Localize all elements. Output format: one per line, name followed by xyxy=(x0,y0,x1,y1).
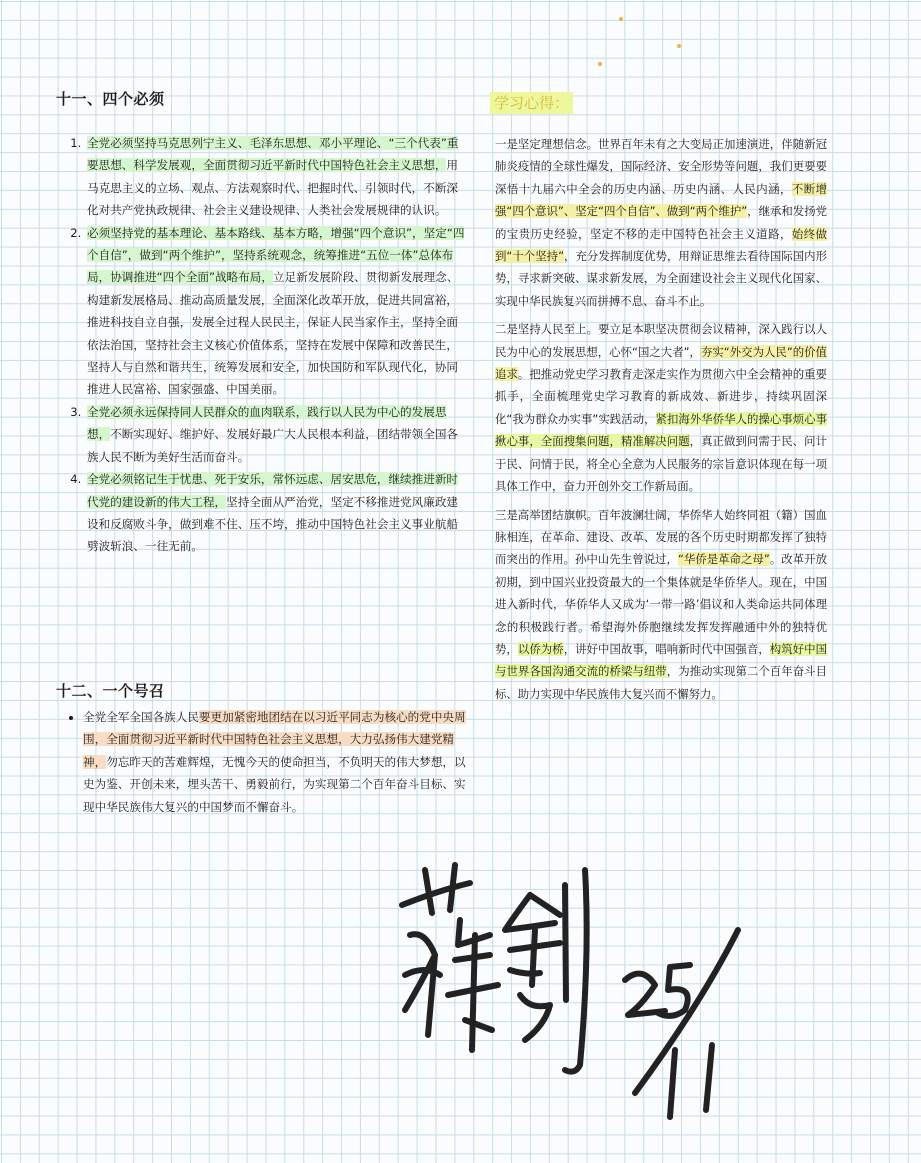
body-text: ，真正做到问需于民、问计于民、问情于民，将全心全意为人民服务的宗旨意识体现在每一项具体工作中，奋力开创外交工作新局面。 xyxy=(495,434,827,494)
body-text: 一是坚定理想信念。世界百年未有之大变局正加速演进，伴随新冠肺炎疫情的全球性爆发，国际经济、安全形势等问题，我们更要要深悟十九届六中全会的历史内涵、历史内涵、人民内涵， xyxy=(495,137,827,196)
body-text: 。改革开放初期，到中国兴业投资最大的一个集体就是华侨华人。现在，中国进入新时代，华侨华人又成为‘一带一路’倡议和人类命运共同体理念的积极践行者。希望海外侨胞继续发挥发挥融通中外的独特优势， xyxy=(495,552,827,656)
body-text: 二是坚持人民至上。要立足本职坚决贯彻会议精神，深入践行以人民为中心的发展思想，心怀“国之大者”， xyxy=(495,322,827,359)
highlighted-text: 构筑好中国与世界各国沟通交流的桥梁与纽带 xyxy=(495,641,827,679)
body-text: ，为推动实现第二个百年奋斗目标、助力实现中华民族伟大复兴而不懈努力。 xyxy=(495,664,827,701)
highlighted-text: 始终做到“十个坚持” xyxy=(495,226,827,264)
body-text: 三是高举团结旗帜。百年波澜壮阔，华侨华人始终同祖（籍）国血脉相连，在革命、建设、改革、发展的各个历史时期都发挥了独特而突出的作用。孙中山先生曾说过， xyxy=(495,507,827,567)
highlighted-text: 要更加紧密地团结在以习近平同志为核心的党中央周围，全面贯彻习近平新时代中国特色社会主义思想，大力弘扬伟大建党精神， xyxy=(83,710,466,769)
must-item xyxy=(85,468,468,558)
body-text: 立足新发展阶段、贯彻新发展理念、构建新发展格局、推动高质量发展，全面深化改革开放，促进共同富裕，推进科技自立自强，发展全过程人民民主，保证人民当家作主，坚持全面依法治国，坚持社会主义核心价值体系，坚持在发展中保障和改善民生，坚持人与自然和谐共生，统筹发展和安全，加快国防和军队现代化，协同推进人民富裕、国家强盛、中国美丽。 xyxy=(87,270,459,397)
decorative-dot xyxy=(619,17,623,21)
highlighted-text: 夯实“外交为人民”的价值追求 xyxy=(495,344,827,382)
note-paragraph xyxy=(495,504,827,706)
body-text: ，充分发挥制度优势，用辩证思维去看待国际国内形势，寻求新突破、谋求新发展，为全面建设社会主义现代化国家、实现中华民族复兴而拼搏不息、奋斗不止。 xyxy=(495,249,827,308)
must-item xyxy=(85,132,468,222)
highlighted-text: 全党必须铭记生于忧患、死于安乐，常怀远虑、居安思危，继续推进新时代党的建设新的伟大工程， xyxy=(87,472,459,509)
study-notes-body xyxy=(495,133,827,711)
section-11-title: 十一、四个必须 xyxy=(56,90,165,108)
study-notes-title: 学习心得： xyxy=(490,92,573,114)
handwritten-signature xyxy=(380,835,800,1135)
body-text: 用马克思主义的立场、观点、方法观察时代、把握时代、引领时代，不断深化对共产党执政规律、社会主义建设规律、人类社会发展规律的认识。 xyxy=(87,158,459,218)
body-text: 全党全军全国各族人民 xyxy=(83,710,199,724)
body-text: 坚持全面从严治党，坚定不移推进党风廉政建设和反腐败斗争，做到难不住、压不垮，推动中国特色社会主义事业航船劈波斩浪、一往无前。 xyxy=(87,494,459,554)
body-text: ，讲好中国故事，唱响新时代中国强音， xyxy=(563,641,770,656)
body-text: 勿忘昨天的苦难辉煌，无愧今天的使命担当，不负明天的伟大梦想，以史为鉴、开创未来，埋头苦干、勇毅前行，为实现第二个百年奋斗目标、实现中华民族伟大复兴的中国梦而不懈奋斗。 xyxy=(83,754,466,814)
note-paragraph xyxy=(495,133,827,312)
must-item xyxy=(85,401,468,468)
highlighted-text: “华侨是革命之母” xyxy=(677,552,770,567)
call-item xyxy=(83,706,468,818)
highlighted-text: 必须坚持党的基本理论、基本路线、基本方略，增强“四个意识”，坚定“四个自信”，做到“两个维护”，坚持系统观念，统筹推进“五位一体”总体布局，协调推进“四个全面”战略布局， xyxy=(87,225,465,285)
highlighted-text: 以侨为桥 xyxy=(517,641,564,656)
body-text: 不断实现好、维护好、发展好最广大人民根本利益，团结带领全国各族人民不断为美好生活而奋斗。 xyxy=(87,427,459,464)
must-item xyxy=(85,222,468,401)
one-call-list xyxy=(60,706,468,818)
highlighted-text: 全党必须永远保持同人民群众的血肉联系，践行以人民为中心的发展思想， xyxy=(87,404,447,442)
highlighted-text: 紧扣海外华侨华人的操心事烦心事揪心事，全面搜集问题，精准解决问题 xyxy=(495,411,827,449)
highlighted-text: 不断增强“四个意识”、坚定“四个自信”、做到“两个维护” xyxy=(495,181,827,219)
decorative-dot xyxy=(598,62,602,66)
four-musts-list xyxy=(60,132,468,558)
body-text: 。把推动党史学习教育走深走实作为贯彻六中全会精神的重要抓手，全面梳理党史学习教育的新成效、新进步，持续巩固深化“我为群众办实事”实践活动， xyxy=(495,367,827,426)
decorative-dot xyxy=(677,44,681,48)
body-text: ，继承和发扬党的宝贵历史经验，坚定不移的走中国特色社会主义道路， xyxy=(495,204,827,241)
section-12-title: 十二、一个号召 xyxy=(56,682,165,700)
note-paragraph xyxy=(495,318,827,497)
section-11-body xyxy=(60,132,468,558)
section-12-body xyxy=(60,706,468,818)
highlighted-text: 全党必须坚持马克思列宁主义、毛泽东思想、邓小平理论、“三个代表”重要思想、科学发展观，全面贯彻习近平新时代中国特色社会主义思想， xyxy=(87,136,459,173)
